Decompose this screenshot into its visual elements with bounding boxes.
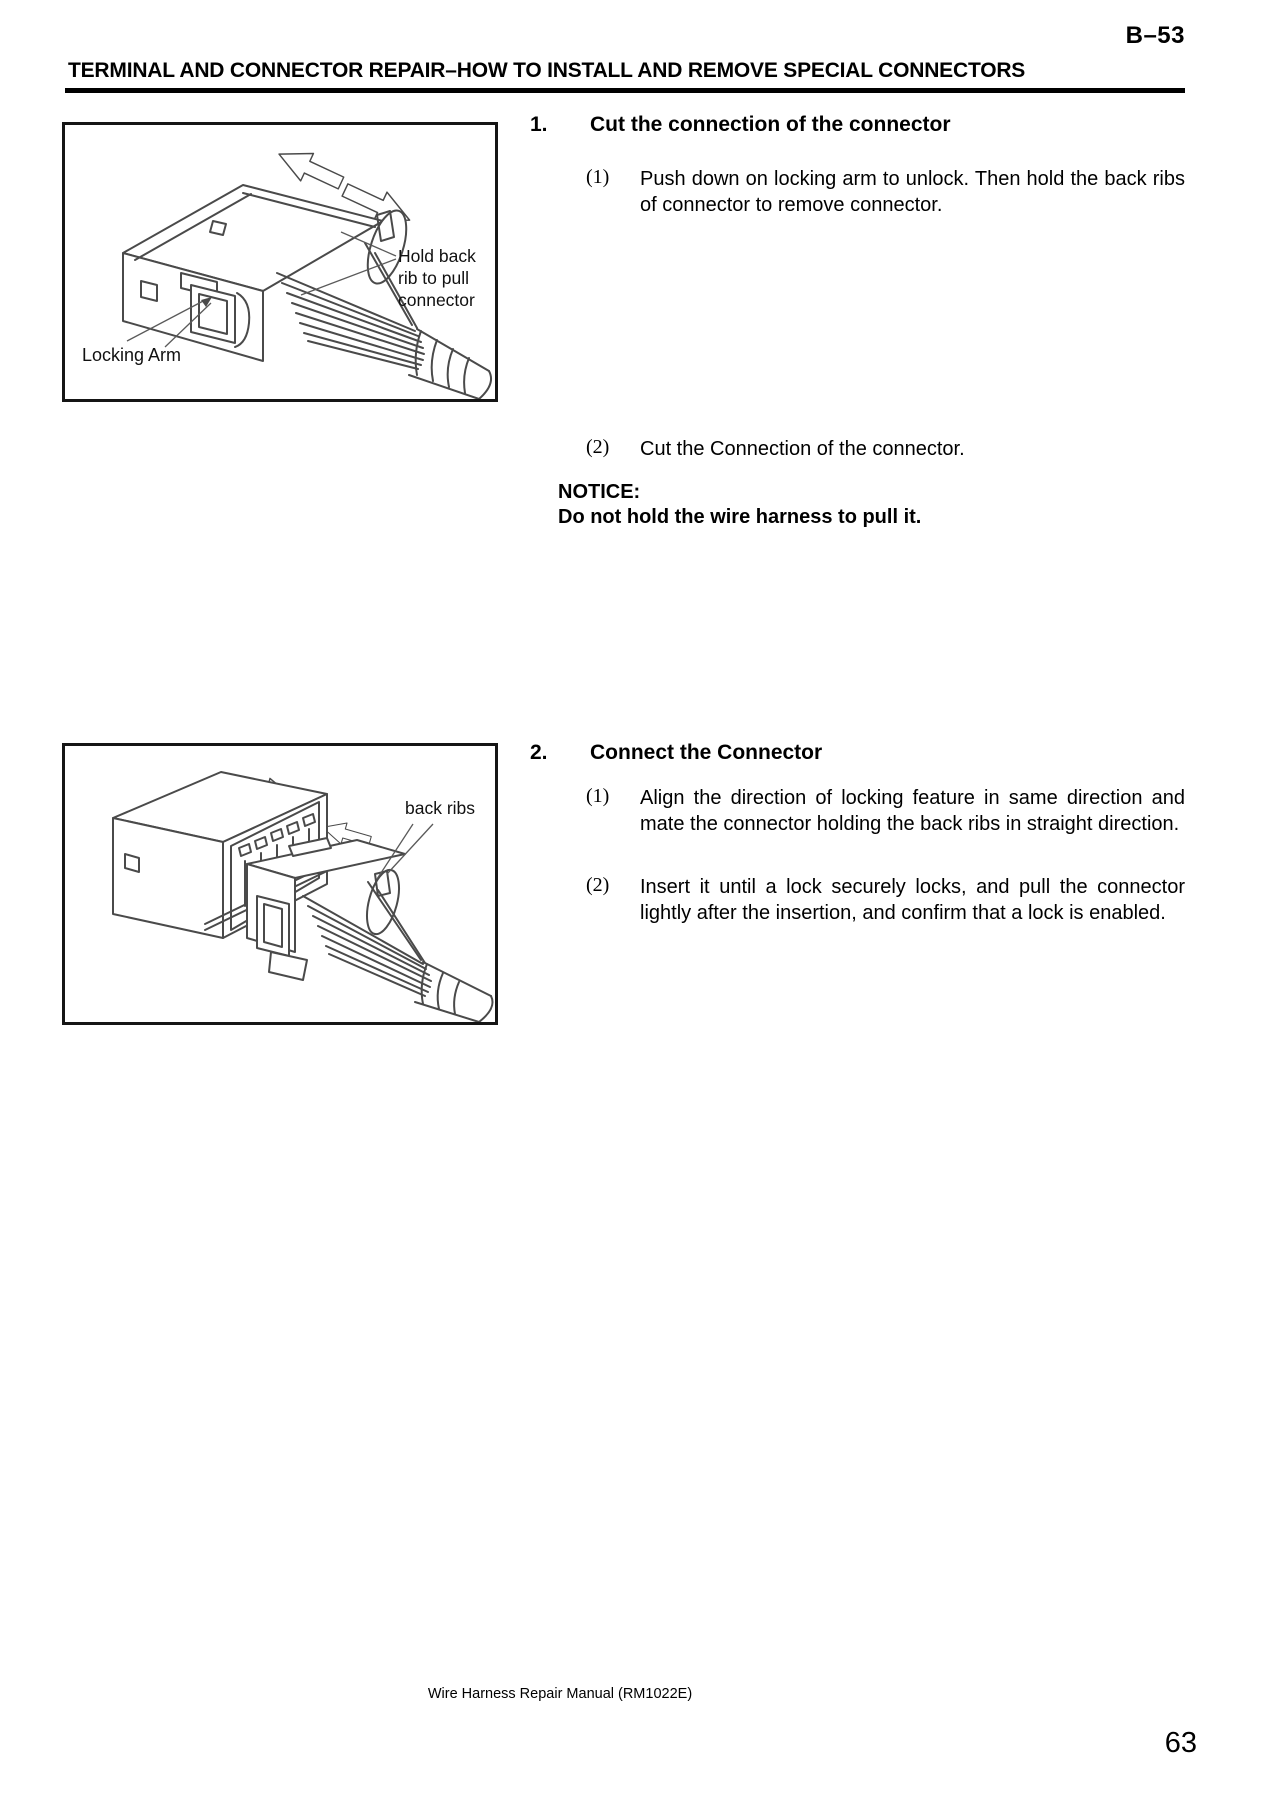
page-code: B–53 <box>1125 22 1185 49</box>
hold-back-label-line1: Hold back <box>398 246 476 266</box>
section-2-heading: Connect the Connector <box>590 741 823 764</box>
section-1-number: 1. <box>530 113 548 136</box>
step-1-1-number: (1) <box>586 166 610 188</box>
page-number: 63 <box>1164 1727 1197 1759</box>
figure-disconnect-connector <box>62 122 498 402</box>
figure-connect-connector <box>62 743 498 1025</box>
connector-housing <box>123 185 383 361</box>
step-2-1-text: Align the direction of locking feature in same direction and mate the connector holding the back ribs in straight direction. <box>640 787 1185 835</box>
step-2-2-number: (2) <box>586 874 610 896</box>
hold-back-label-line2: rib to pull <box>398 268 470 288</box>
footer-manual-title: Wire Harness Repair Manual (RM1022E) <box>427 1686 693 1702</box>
section-2-number: 2. <box>530 741 548 764</box>
arrow-up-left-icon <box>273 140 348 196</box>
disconnect-connector-drawing <box>65 125 495 399</box>
step-1-2-text: Cut the Connection of the connector. <box>640 438 965 460</box>
title-underline <box>65 88 1185 93</box>
step-2-1-number: (1) <box>586 785 610 807</box>
step-1-2-number: (2) <box>586 436 610 458</box>
hold-back-label-line3: connector <box>398 290 475 310</box>
page-title: TERMINAL AND CONNECTOR REPAIR–HOW TO INSTALL AND REMOVE SPECIAL CONNECTORS <box>68 59 1026 82</box>
notice-text: Do not hold the wire harness to pull it. <box>558 506 922 528</box>
locking-arm-label: Locking Arm <box>82 345 182 365</box>
step-1-1-text: Push down on locking arm to unlock. Then hold the back ribs of connector to remove connector. <box>640 168 1185 216</box>
back-ribs-label: back ribs <box>405 798 476 818</box>
notice-block <box>558 480 921 530</box>
connect-connector-drawing <box>65 746 495 1022</box>
step-2-2-text: Insert it until a lock securely locks, and pull the connector lightly after the insertion, and confirm that a lock is enabled. <box>640 876 1185 924</box>
notice-label: NOTICE: <box>558 481 641 503</box>
section-1-heading: Cut the connection of the connector <box>590 113 951 136</box>
